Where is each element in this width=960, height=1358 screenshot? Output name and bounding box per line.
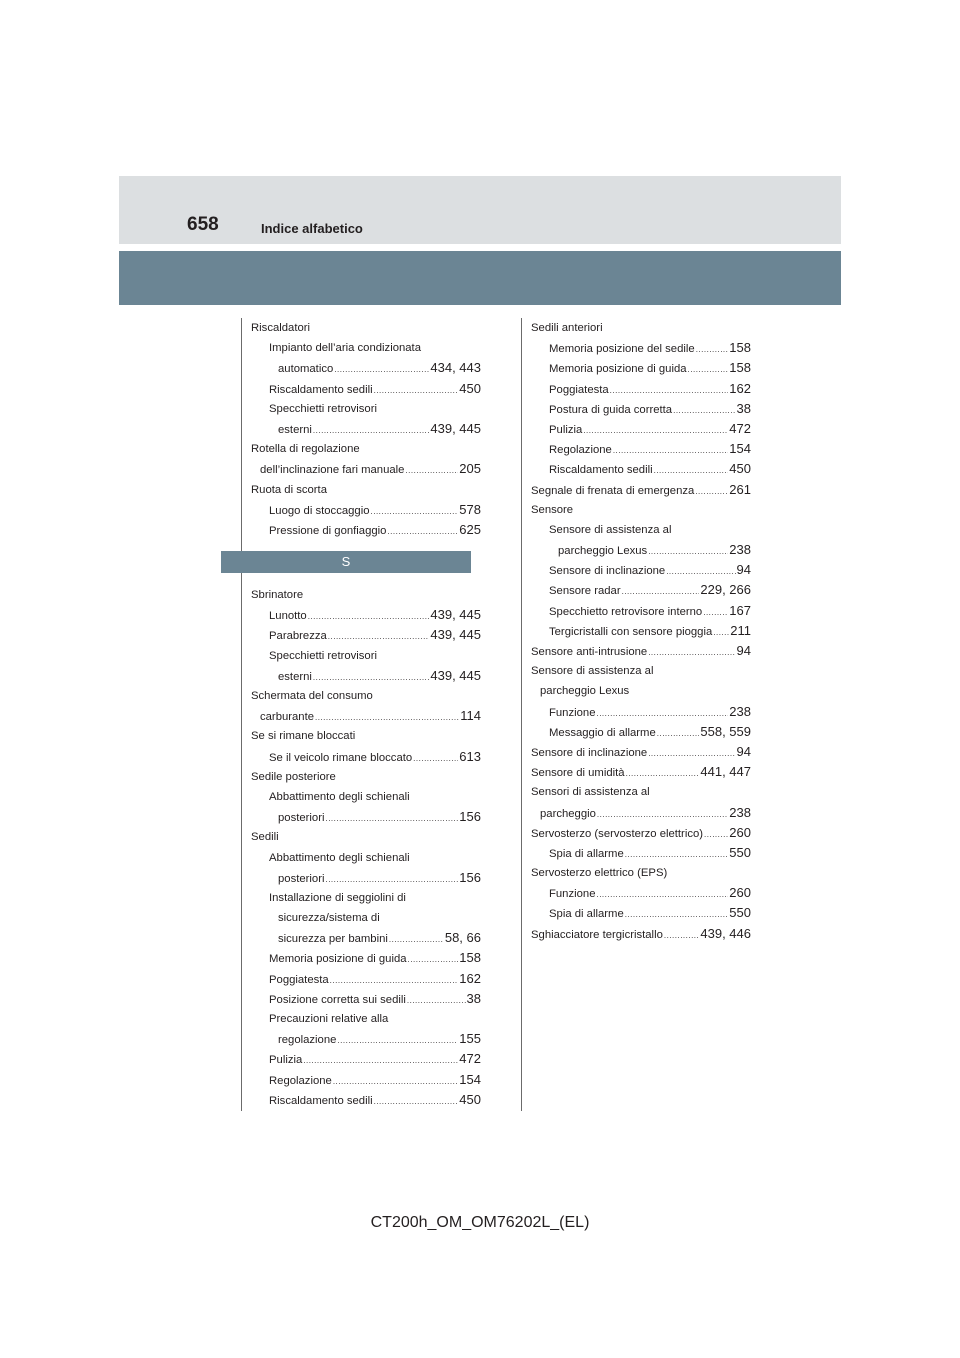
index-entry xyxy=(251,399,481,419)
index-entry xyxy=(251,726,481,746)
index-entry-term: Impianto dell’aria condizionata xyxy=(269,342,421,355)
dot-leader xyxy=(688,360,729,380)
index-entry-term: Tergicristalli con sensore pioggia xyxy=(549,625,713,638)
index-entry-page[interactable]: 156 xyxy=(459,809,481,825)
dot-leader xyxy=(328,627,430,647)
index-entry xyxy=(531,803,751,823)
dot-leader xyxy=(666,562,735,582)
dot-leader xyxy=(313,421,429,441)
index-entry-term: Segnale di frenata di emergenza xyxy=(531,484,695,497)
index-entry-page[interactable]: 450 xyxy=(459,380,481,396)
index-entry-page[interactable]: 450 xyxy=(729,461,751,477)
dot-leader xyxy=(334,360,429,380)
index-entry-term: Sensore di inclinazione xyxy=(531,746,648,759)
index-entry-term: Pulizia xyxy=(269,1054,303,1067)
index-entry xyxy=(531,580,751,600)
dot-leader xyxy=(625,845,729,865)
index-entry xyxy=(251,1029,481,1049)
index-entry-term: parcheggio Lexus xyxy=(558,545,648,558)
dot-leader xyxy=(648,643,735,663)
index-entry-page[interactable]: 441, 447 xyxy=(700,764,751,780)
index-entry-term: Funzione xyxy=(549,888,596,901)
index-entry-page[interactable]: 439, 446 xyxy=(700,925,751,941)
dot-leader xyxy=(703,603,728,623)
index-entry-term: sicurezza/sistema di xyxy=(278,912,380,925)
index-entry-term: Servosterzo (servosterzo elettrico) xyxy=(531,827,704,840)
index-entry xyxy=(531,863,751,883)
dot-leader xyxy=(695,482,728,502)
index-entry xyxy=(531,722,751,742)
index-entry-term: Funzione xyxy=(549,706,596,719)
dot-leader xyxy=(613,441,728,461)
index-entry xyxy=(251,379,481,399)
index-entry xyxy=(531,459,751,479)
index-entry-term: Riscaldamento sedili xyxy=(549,464,653,477)
index-entry xyxy=(251,338,481,358)
dot-leader xyxy=(308,607,430,627)
index-entry-page[interactable]: 550 xyxy=(729,844,751,860)
index-entry-term: Ruota di scorta xyxy=(251,483,327,496)
index-entry xyxy=(251,767,481,787)
index-entry-term: Riscaldamento sedili xyxy=(269,1094,373,1107)
index-entry-term: parcheggio xyxy=(540,807,596,820)
index-entry xyxy=(251,318,481,338)
index-entry xyxy=(531,439,751,459)
header-band xyxy=(119,176,841,244)
dot-leader xyxy=(303,1051,458,1071)
index-entry-page[interactable]: 154 xyxy=(729,441,751,457)
dot-leader xyxy=(626,764,700,784)
index-entry-term: Pressione di gonfiaggio xyxy=(269,524,387,537)
index-entry xyxy=(251,1070,481,1090)
index-entry xyxy=(531,560,751,580)
index-entry-page[interactable]: 439, 445 xyxy=(430,667,481,683)
dot-leader xyxy=(713,623,729,643)
index-entry xyxy=(251,585,481,605)
index-entry-page[interactable]: 114 xyxy=(460,708,481,724)
index-entry-term: Specchietti retrovisori xyxy=(269,649,377,662)
index-entry-term: Sensore di umidità xyxy=(531,767,625,780)
index-entry xyxy=(251,706,481,726)
dot-leader xyxy=(313,668,429,688)
index-entry-term: dell’inclinazione fari manuale xyxy=(260,464,405,477)
index-entry-term: Posizione corretta sui sedili xyxy=(269,993,406,1006)
dot-leader xyxy=(610,381,729,401)
index-entry-page[interactable]: 162 xyxy=(459,970,481,986)
index-entry-page[interactable]: 625 xyxy=(459,521,481,537)
index-entry-page[interactable]: 211 xyxy=(730,622,751,638)
index-entry-term: Sensore anti-intrusione xyxy=(531,646,648,658)
index-entry xyxy=(251,646,481,666)
index-entry-page[interactable]: 439, 445 xyxy=(430,607,481,623)
index-entry xyxy=(251,500,481,520)
dot-leader xyxy=(405,461,458,481)
index-entry-term: Schermata del consumo xyxy=(251,690,373,702)
dot-leader xyxy=(648,744,735,764)
index-entry-term: Sensore di assistenza al xyxy=(549,523,672,536)
index-entry-term: esterni xyxy=(278,670,312,683)
index-entry-page[interactable]: 158 xyxy=(729,360,751,376)
index-entry xyxy=(531,358,751,378)
index-entry-page[interactable]: 613 xyxy=(459,748,481,764)
index-entry-page[interactable]: 158 xyxy=(459,950,481,966)
index-entry xyxy=(251,605,481,625)
index-entry-page[interactable]: 434, 443 xyxy=(430,360,481,376)
index-entry-page[interactable]: 238 xyxy=(729,703,751,719)
index-entry-page[interactable]: 154 xyxy=(459,1071,481,1087)
page-number: 658 xyxy=(187,214,219,235)
index-entry xyxy=(531,924,751,944)
index-entry-term: Riscaldamento sedili xyxy=(269,383,373,396)
index-entry-term: Memoria posizione di guida xyxy=(269,953,407,966)
index-entry xyxy=(251,520,481,540)
dot-leader xyxy=(315,708,459,728)
index-entry-page[interactable]: 94 xyxy=(736,643,751,658)
index-entry xyxy=(531,661,751,681)
index-entry-term: Se il veicolo rimane bloccato xyxy=(269,751,413,764)
index-entry-term: Spia di allarme xyxy=(549,908,624,921)
index-entry-term: Se si rimane bloccati xyxy=(251,730,356,743)
index-entry xyxy=(531,601,751,621)
dot-leader xyxy=(648,542,728,562)
index-entry-page[interactable]: 238 xyxy=(729,804,751,820)
index-entry-term: Rotella di regolazione xyxy=(251,443,360,456)
index-entry-term: Luogo di stoccaggio xyxy=(269,504,370,517)
index-entry xyxy=(531,762,751,782)
index-entry-page[interactable]: 38 xyxy=(466,990,481,1006)
dot-leader xyxy=(374,381,459,401)
dot-leader xyxy=(337,1031,458,1051)
letter-heading-s: S xyxy=(221,551,471,573)
index-entry xyxy=(251,928,481,948)
dot-leader xyxy=(625,905,729,925)
index-entry xyxy=(531,883,751,903)
document-code: CT200h_OM_OM76202L_(EL) xyxy=(370,1214,590,1231)
index-entry xyxy=(531,641,751,661)
index-entry xyxy=(531,782,751,802)
index-entry-page[interactable]: 558, 559 xyxy=(700,723,751,739)
index-entry xyxy=(251,480,481,500)
index-entry xyxy=(251,439,481,459)
index-entry xyxy=(251,1090,481,1110)
index-entry xyxy=(531,500,751,520)
index-entry-term: Lunotto xyxy=(269,610,307,623)
index-entry-term: Poggiatesta xyxy=(549,383,609,396)
index-entry xyxy=(251,686,481,706)
index-entry-term: Pulizia xyxy=(549,423,583,436)
index-entry-term: esterni xyxy=(278,423,312,436)
index-entry-term: Abbattimento degli schienali xyxy=(269,851,410,864)
index-entry xyxy=(251,787,481,807)
index-entry xyxy=(531,742,751,762)
index-entry xyxy=(531,338,751,358)
dot-leader xyxy=(664,926,700,946)
dot-leader xyxy=(408,950,459,970)
index-entry-page[interactable]: 261 xyxy=(729,481,751,497)
section-title: Indice alfabetico xyxy=(261,221,363,236)
dot-leader xyxy=(371,502,459,522)
index-entry-page[interactable]: 472 xyxy=(459,1051,481,1067)
dot-leader xyxy=(330,971,459,991)
dot-leader xyxy=(407,991,466,1011)
index-entry-page[interactable]: 58, 66 xyxy=(444,930,481,946)
index-entry xyxy=(531,520,751,540)
dot-leader xyxy=(596,885,728,905)
index-entry-term: posteriori xyxy=(278,872,325,885)
dot-leader xyxy=(413,749,458,769)
index-entry-page[interactable]: 450 xyxy=(459,1091,481,1107)
index-entry-term: Messaggio di allarme xyxy=(549,726,656,739)
index-entry xyxy=(251,888,481,908)
index-entry-term: Parabrezza xyxy=(269,630,327,643)
index-entry-page[interactable]: 205 xyxy=(459,461,481,477)
index-entry-page[interactable]: 439, 445 xyxy=(430,627,481,643)
index-entry-term: automatico xyxy=(278,363,334,376)
index-entry-term: Sensore di assistenza al xyxy=(531,665,654,678)
dot-leader xyxy=(583,421,728,441)
index-entry-term: Installazione di seggiolini di xyxy=(269,891,406,904)
dot-leader xyxy=(597,805,728,825)
index-entry xyxy=(531,702,751,722)
index-entry-term: Servosterzo elettrico (EPS) xyxy=(531,867,668,880)
index-entry-page[interactable]: 162 xyxy=(729,380,751,396)
index-entry-page[interactable]: 550 xyxy=(729,905,751,921)
index-entry xyxy=(251,459,481,479)
index-entry-term: Sensore xyxy=(531,503,574,516)
index-entry-page[interactable]: 578 xyxy=(459,501,481,517)
index-entry-page[interactable]: 156 xyxy=(459,869,481,885)
dot-leader xyxy=(389,930,444,950)
dot-leader xyxy=(325,809,458,829)
index-entry-term: Regolazione xyxy=(549,444,612,457)
index-entry-term: Specchietto retrovisore interno xyxy=(549,605,703,618)
column-rule-left xyxy=(241,318,242,1111)
index-entry-page[interactable]: 472 xyxy=(729,420,751,436)
index-entry-page[interactable]: 38 xyxy=(736,400,751,416)
dot-leader xyxy=(596,704,728,724)
index-entry-term: Postura di guida corretta xyxy=(549,403,673,416)
index-entry-page[interactable]: 238 xyxy=(729,542,751,558)
dot-leader xyxy=(673,401,735,421)
index-entry-term: Spia di allarme xyxy=(549,847,624,860)
dot-leader xyxy=(374,1092,459,1112)
index-entry xyxy=(251,827,481,847)
dot-leader xyxy=(704,825,728,845)
index-entry-term: sicurezza per bambini xyxy=(278,933,388,946)
index-entry-term: Precauzioni relative alla xyxy=(269,1013,389,1025)
index-entry xyxy=(531,379,751,399)
index-entry xyxy=(531,903,751,923)
index-entry-term: parcheggio Lexus xyxy=(540,685,630,698)
index-entry-term: Specchietti retrovisori xyxy=(269,402,377,415)
index-entry-term: Memoria posizione di guida xyxy=(549,363,687,376)
index-entry xyxy=(251,989,481,1009)
index-entry-page[interactable]: 158 xyxy=(729,340,751,356)
index-column-left xyxy=(251,318,481,1110)
index-entry-term: Sedile posteriore xyxy=(251,770,336,783)
index-entry-term: Sedili xyxy=(251,831,279,844)
index-entry-term: Sensore di inclinazione xyxy=(549,565,666,578)
index-entry-term: Riscaldatori xyxy=(251,322,311,334)
index-entry xyxy=(531,318,751,338)
index-entry-term: Poggiatesta xyxy=(269,973,329,986)
index-entry-term: carburante xyxy=(260,711,315,724)
index-entry xyxy=(531,621,751,641)
index-entry-term: Sensori di assistenza al xyxy=(531,786,650,799)
index-group-r xyxy=(251,318,481,540)
index-entry xyxy=(251,358,481,378)
header-accent-band xyxy=(119,251,841,305)
index-entry xyxy=(251,1009,481,1029)
index-entry-term: Abbattimento degli schienali xyxy=(269,790,410,803)
index-entry xyxy=(251,666,481,686)
index-entry xyxy=(531,399,751,419)
dot-leader xyxy=(387,522,458,542)
dot-leader xyxy=(696,340,729,360)
index-entry-term: posteriori xyxy=(278,812,325,825)
index-entry xyxy=(251,848,481,868)
index-entry xyxy=(251,868,481,888)
index-entry-page[interactable]: 94 xyxy=(736,562,751,578)
dot-leader xyxy=(325,870,458,890)
dot-leader xyxy=(333,1072,458,1092)
index-entry xyxy=(531,419,751,439)
index-entry-term: Sghiacciatore tergicristallo xyxy=(531,928,663,941)
dot-leader xyxy=(654,461,729,481)
index-entry xyxy=(531,540,751,560)
index-entry xyxy=(531,823,751,843)
index-entry-page[interactable]: 94 xyxy=(736,743,751,759)
index-entry xyxy=(531,843,751,863)
index-entry-term: Memoria posizione del sedile xyxy=(549,343,695,356)
index-column-right xyxy=(531,318,751,944)
index-group-s xyxy=(251,585,481,1110)
index-entry-term: regolazione xyxy=(278,1034,337,1047)
index-entry xyxy=(251,419,481,439)
index-entry xyxy=(531,681,751,701)
index-entry-page[interactable]: 155 xyxy=(459,1031,481,1047)
index-entry xyxy=(251,747,481,767)
index-entry-page[interactable]: 439, 445 xyxy=(430,420,481,436)
index-entry xyxy=(531,480,751,500)
dot-leader xyxy=(622,582,700,602)
index-entry xyxy=(251,969,481,989)
index-entry-term: Sensore radar xyxy=(549,585,621,598)
index-group-s-continued xyxy=(531,318,751,944)
column-rule-right xyxy=(521,318,522,1111)
index-entry xyxy=(251,625,481,645)
dot-leader xyxy=(657,724,700,744)
index-entry-term: Sedili anteriori xyxy=(531,322,603,334)
index-entry xyxy=(251,1049,481,1069)
index-entry xyxy=(251,908,481,928)
index-entry xyxy=(251,807,481,827)
index-entry-page[interactable]: 260 xyxy=(729,824,751,840)
index-entry-page[interactable]: 167 xyxy=(729,602,751,618)
index-entry xyxy=(251,948,481,968)
index-entry-term: Regolazione xyxy=(269,1074,332,1087)
index-entry-page[interactable]: 260 xyxy=(729,885,751,901)
index-entry-page[interactable]: 229, 266 xyxy=(700,582,751,598)
index-entry-term: Sbrinatore xyxy=(251,589,304,602)
